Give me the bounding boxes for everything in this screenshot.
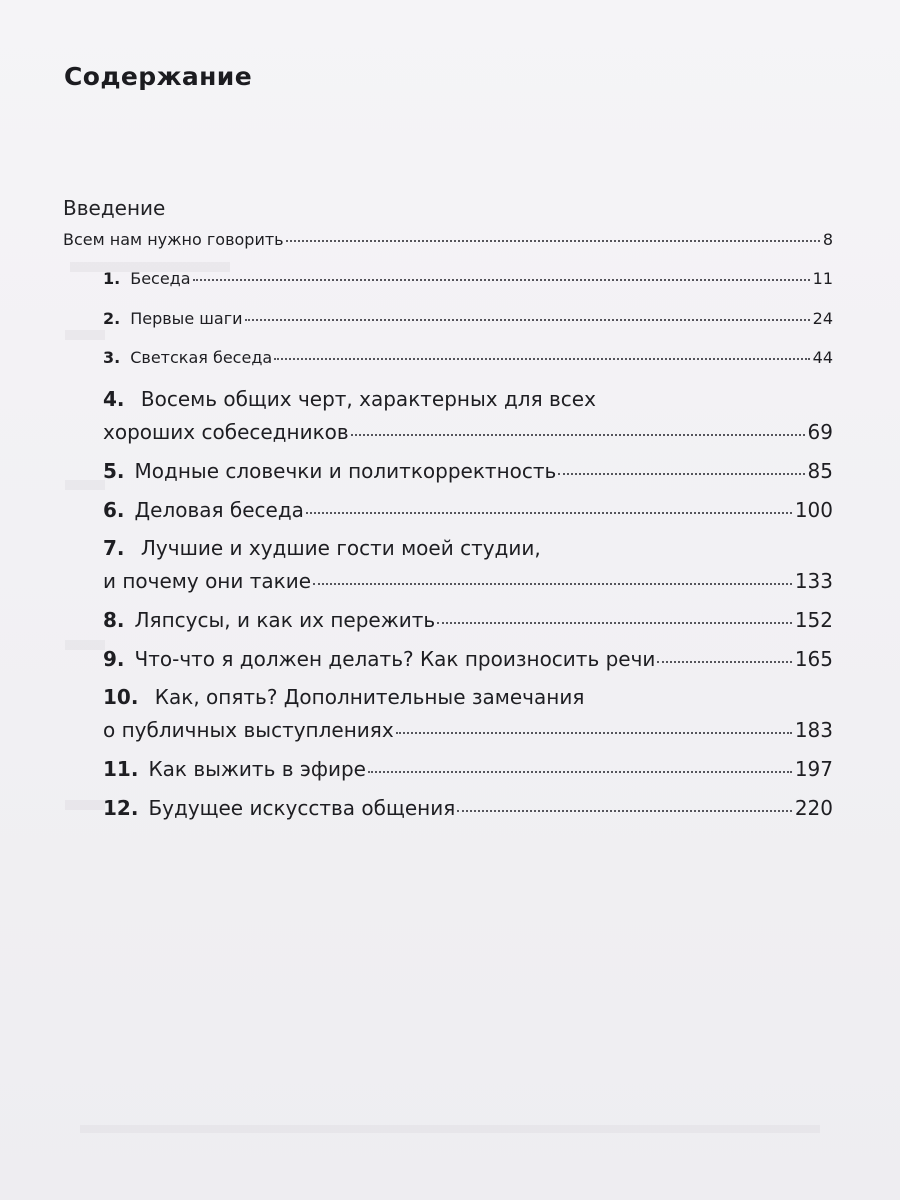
toc-entry-title: Как выжить в эфире xyxy=(148,757,366,781)
chapter-number: 11. xyxy=(103,757,139,781)
toc-entry-first-line xyxy=(103,386,596,412)
chapter-number: 5. xyxy=(103,459,125,483)
toc-entry xyxy=(103,497,833,523)
toc-page-number: 165 xyxy=(794,647,833,671)
toc-entry-title: Всем нам нужно говорить xyxy=(63,230,284,249)
bleed-through-mark xyxy=(65,640,105,650)
toc-entry-title: Светская беседа xyxy=(130,348,273,367)
chapter-number: 12. xyxy=(103,796,139,820)
toc-entry xyxy=(103,269,833,288)
toc-entry-title: Деловая беседа xyxy=(134,498,304,522)
chapter-number: 6. xyxy=(103,498,125,522)
toc-entry-title-continued: о публичных выступлениях xyxy=(103,718,394,742)
dot-leader xyxy=(351,434,805,436)
toc-page-number: 85 xyxy=(807,459,833,483)
dot-leader xyxy=(274,358,809,360)
toc-entry-first-line xyxy=(103,684,584,710)
toc-entry-title: Восемь общих черт, характерных для всех xyxy=(140,387,596,411)
toc-page-number: 220 xyxy=(794,796,833,820)
toc-entry-title: Первые шаги xyxy=(130,309,243,328)
toc-entry xyxy=(103,419,833,445)
dot-leader xyxy=(286,240,820,242)
chapter-number: 10. xyxy=(103,685,139,709)
toc-entry xyxy=(103,458,833,484)
toc-page-number: 197 xyxy=(794,757,833,781)
toc-entry-title: Ляпсусы, и как их пережить xyxy=(134,608,436,632)
toc-entry-title: Модные словечки и политкорректность xyxy=(134,459,557,483)
toc-entry xyxy=(103,795,833,821)
toc-entry-title: Беседа xyxy=(130,269,191,288)
toc-entry-title: Что-что я должен делать? Как произносить речи xyxy=(134,647,656,671)
chapter-number: 4. xyxy=(103,387,125,411)
bleed-through-mark xyxy=(65,330,105,340)
chapter-number: 3. xyxy=(103,348,121,367)
chapter-number: 8. xyxy=(103,608,125,632)
toc-entry xyxy=(103,717,833,743)
dot-leader xyxy=(457,810,792,812)
toc-page-number: 8 xyxy=(822,230,833,249)
toc-entry xyxy=(103,568,833,594)
toc-entry-title: Будущее искусства общения xyxy=(148,796,456,820)
dot-leader xyxy=(657,661,791,663)
bleed-through-mark xyxy=(80,1125,820,1133)
dot-leader xyxy=(368,771,792,773)
toc-entry-title-continued: и почему они такие xyxy=(103,569,312,593)
dot-leader xyxy=(245,319,810,321)
toc-page-number: 183 xyxy=(794,718,833,742)
chapter-number: 1. xyxy=(103,269,121,288)
chapter-number: 9. xyxy=(103,647,125,671)
chapter-number: 7. xyxy=(103,536,125,560)
dot-leader xyxy=(437,622,792,624)
toc-entry xyxy=(103,756,833,782)
toc-entry-title-continued: хороших собеседников xyxy=(103,420,349,444)
page-title: Содержание xyxy=(64,62,253,91)
toc-page-number: 11 xyxy=(812,269,833,288)
section-label: Введение xyxy=(63,196,166,220)
bleed-through-mark xyxy=(65,480,105,490)
toc-page-number: 100 xyxy=(794,498,833,522)
toc-entry xyxy=(103,646,833,672)
dot-leader xyxy=(396,732,792,734)
toc-entry-title: Как, опять? Дополнительные замечания xyxy=(154,685,585,709)
dot-leader xyxy=(558,473,804,475)
toc-page-number: 24 xyxy=(812,309,833,328)
toc-page-number: 133 xyxy=(794,569,833,593)
toc-entry-title: Лучшие и худшие гости моей студии, xyxy=(140,536,541,560)
chapter-number: 2. xyxy=(103,309,121,328)
dot-leader xyxy=(193,279,810,281)
toc-page-number: 69 xyxy=(807,420,833,444)
toc-page-number: 44 xyxy=(812,348,833,367)
toc-page-number: 152 xyxy=(794,608,833,632)
toc-entry xyxy=(103,348,833,367)
toc-entry xyxy=(103,309,833,328)
toc-entry-first-line xyxy=(103,535,541,561)
toc-entry xyxy=(103,607,833,633)
bleed-through-mark xyxy=(65,800,105,810)
dot-leader xyxy=(306,512,792,514)
toc-entry xyxy=(63,230,833,249)
dot-leader xyxy=(313,583,792,585)
